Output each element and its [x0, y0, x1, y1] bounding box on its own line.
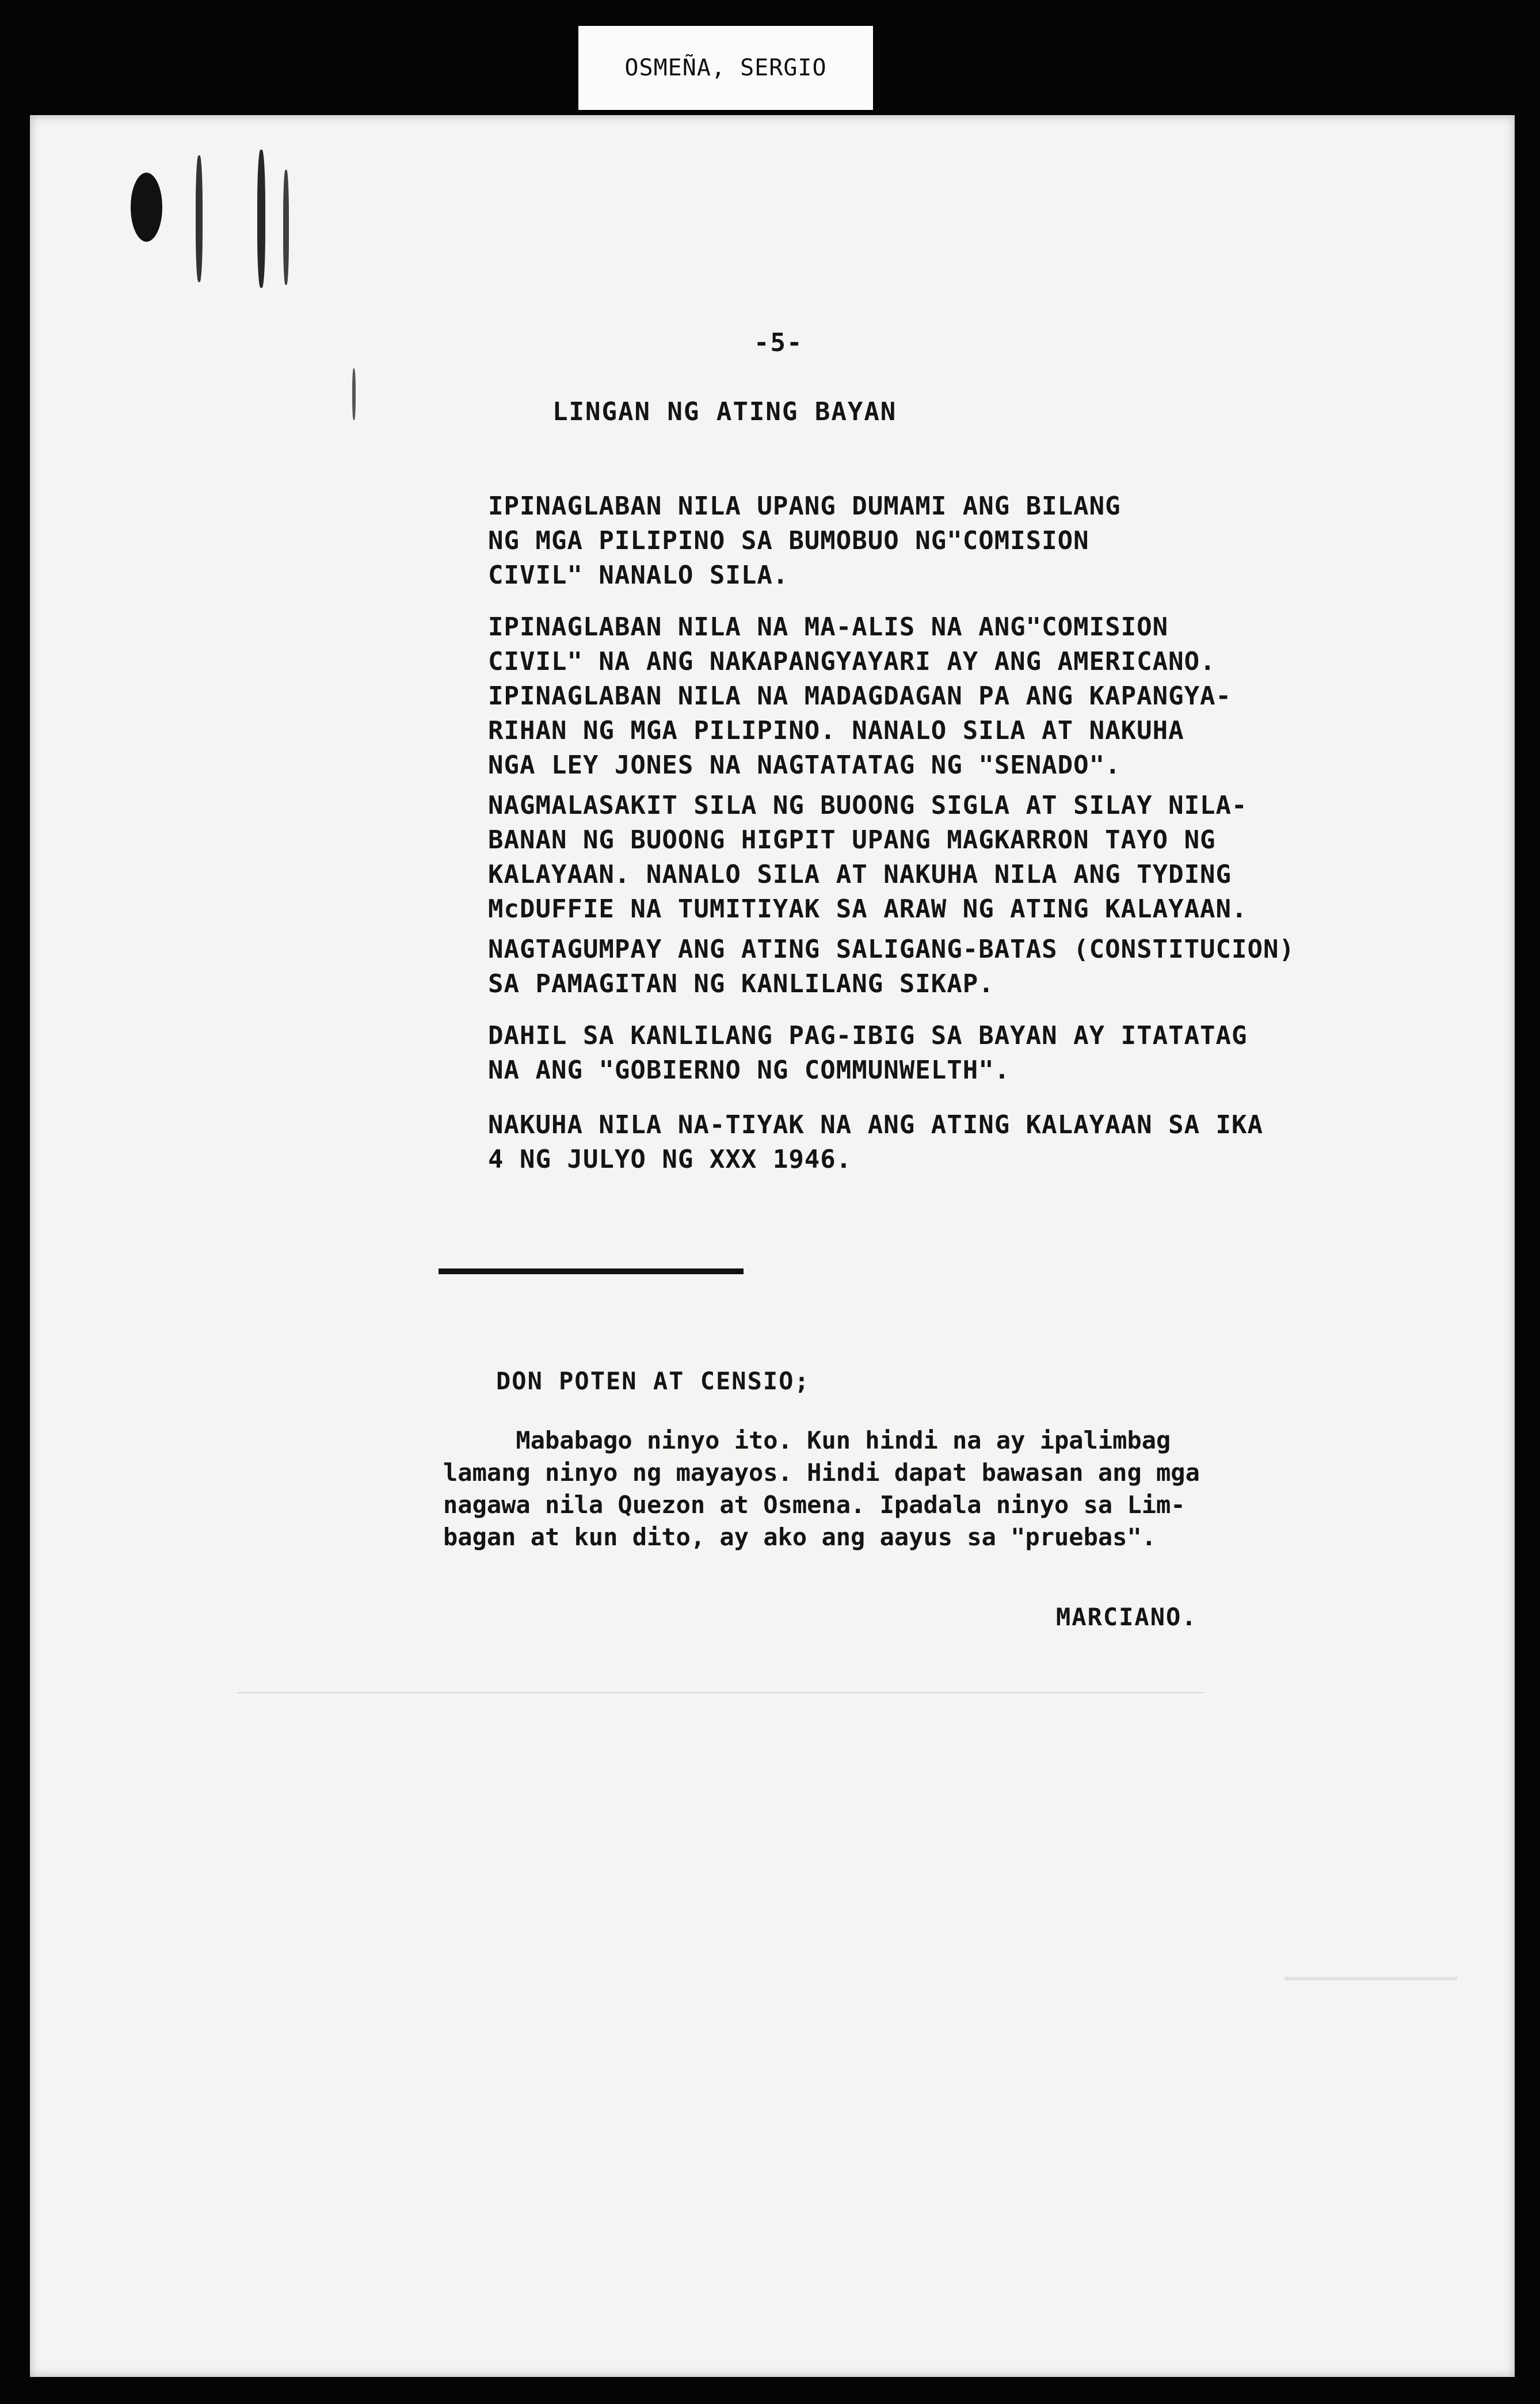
archive-label: OSMEÑA, SERGIO: [578, 26, 873, 110]
paragraph-line: NAKUHA NILA NA-TIYAK NA ANG ATING KALAYAAN SA IKA: [488, 1110, 1264, 1140]
paragraph-line: NG MGA PILIPINO SA BUMOBUO NG"COMISION: [488, 526, 1089, 555]
paragraph-line: CIVIL" NANALO SILA.: [488, 561, 789, 590]
paragraph-line: NAGTAGUMPAY ANG ATING SALIGANG-BATAS (CONSTITUCION): [488, 935, 1295, 964]
ink-smudge: [352, 368, 356, 420]
note-signature: MARCIANO.: [1056, 1603, 1198, 1631]
section-divider: [439, 1268, 744, 1274]
note-line: nagawa nila Quezon at Osmena. Ipadala ninyo sa Lim-: [443, 1491, 1186, 1519]
paragraph-line: IPINAGLABAN NILA NA MADAGDAGAN PA ANG KAPANGYA-: [488, 681, 1232, 711]
paragraph-5: [488, 1019, 1386, 1088]
paragraph-line: BANAN NG BUOONG HIGPIT UPANG MAGKARRON TAYO NG: [488, 825, 1216, 855]
paragraph-6: [488, 1108, 1386, 1177]
paragraph-line: NGA LEY JONES NA NAGTATATAG NG "SENADO".: [488, 750, 1121, 780]
document-page: [30, 115, 1515, 2377]
handwritten-note: [443, 1424, 1364, 1553]
paragraph-3: [488, 788, 1386, 927]
paragraph-line: IPINAGLABAN NILA UPANG DUMAMI ANG BILANG: [488, 492, 1121, 521]
paragraph-1: [488, 489, 1386, 593]
note-line: lamang ninyo ng mayayos. Hindi dapat bawasan ang mga: [443, 1458, 1200, 1487]
paragraph-4: [488, 932, 1386, 1001]
paragraph-line: NA ANG "GOBIERNO NG COMMUNWELTH".: [488, 1056, 1011, 1085]
ink-smudge: [283, 170, 289, 285]
faint-rule: [237, 1692, 1204, 1693]
paragraph-line: SA PAMAGITAN NG KANLILANG SIKAP.: [488, 969, 994, 999]
paragraph-line: IPINAGLABAN NILA NA MA-ALIS NA ANG"COMISION: [488, 612, 1169, 642]
paragraph-line: NAGMALASAKIT SILA NG BUOONG SIGLA AT SILAY NILA-: [488, 791, 1248, 820]
ink-smudge: [257, 150, 265, 288]
paragraph-line: 4 NG JULYO NG XXX 1946.: [488, 1145, 852, 1174]
ink-smudge: [196, 155, 203, 282]
paragraph-2: [488, 610, 1386, 783]
paragraph-line: RIHAN NG MGA PILIPINO. NANALO SILA AT NAKUHA: [488, 716, 1184, 745]
page-number: -5-: [754, 328, 803, 357]
document-heading: LINGAN NG ATING BAYAN: [552, 397, 897, 426]
paragraph-line: DAHIL SA KANLILANG PAG-IBIG SA BAYAN AY ITATATAG: [488, 1021, 1248, 1050]
ink-smudge: [131, 173, 162, 242]
note-salutation: DON POTEN AT CENSIO;: [496, 1367, 810, 1395]
faint-rule: [1284, 1977, 1457, 1980]
paragraph-line: CIVIL" NA ANG NAKAPANGYAYARI AY ANG AMERICANO.: [488, 647, 1216, 676]
paragraph-line: McDUFFIE NA TUMITIYAK SA ARAW NG ATING KALAYAAN.: [488, 894, 1248, 924]
paragraph-line: KALAYAAN. NANALO SILA AT NAKUHA NILA ANG TYDING: [488, 860, 1232, 889]
note-line: bagan at kun dito, ay ako ang aayus sa "pruebas".: [443, 1523, 1157, 1551]
note-line: Mababago ninyo ito. Kun hindi na ay ipalimbag: [443, 1426, 1171, 1454]
